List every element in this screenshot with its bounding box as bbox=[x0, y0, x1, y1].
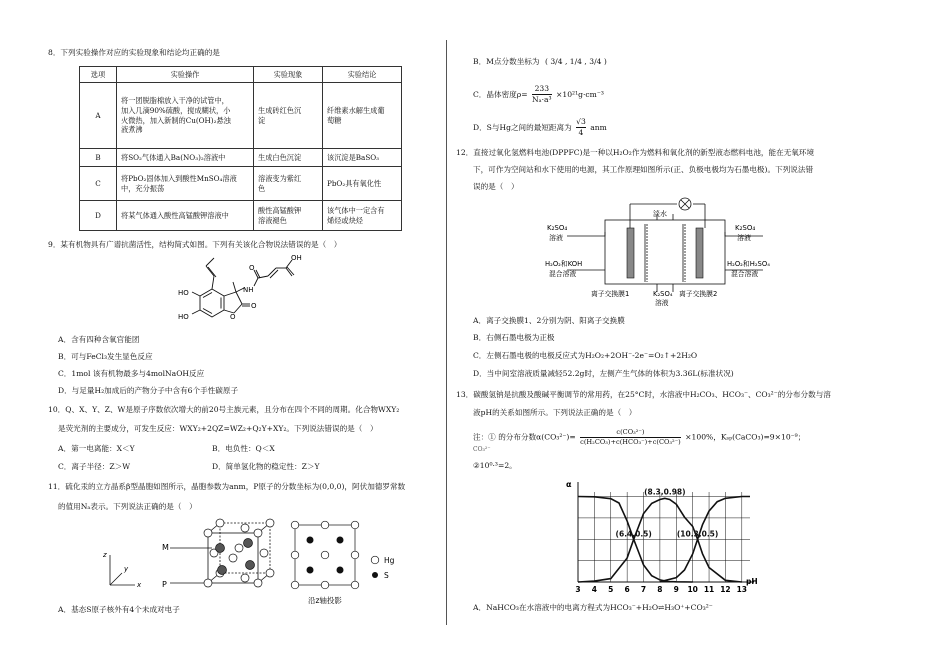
q13-note-1 bbox=[473, 428, 805, 447]
option-b-coords: ( 3/4 , 1/4 , 3/4 ) bbox=[544, 57, 607, 66]
q8-row-c-opt: C bbox=[80, 167, 117, 201]
q9-option-c: C．1mol 该有机物最多与4molNaOH反应 bbox=[58, 369, 205, 378]
x-tick-label: 12 bbox=[720, 585, 731, 594]
option-d-text: D．S与Hg之间的最短距离为 bbox=[473, 122, 572, 132]
q8-row-c-op bbox=[117, 167, 254, 201]
annotation-label: (6.4,0.5) bbox=[615, 529, 652, 539]
q12-option-b: B．右侧石墨电极为正极 bbox=[473, 333, 555, 342]
q12-stem-line1: 12．直接过氧化氢燃料电池(DPPFC)是一种以H₂O₂作为燃料和氧化剂的新型液态燃料电池，能在无氧环境 bbox=[456, 148, 815, 157]
q8-row-a-phen bbox=[254, 83, 323, 149]
axis-y-label: y bbox=[124, 565, 129, 573]
option-b-text: B．M点分数坐标为 bbox=[473, 57, 540, 66]
q8-row-d-op: 将某气体通入酸性高锰酸钾溶液中 bbox=[117, 201, 254, 231]
table-row bbox=[80, 149, 402, 167]
q9-option-b: B．可与FeCl₃发生显色反应 bbox=[58, 352, 153, 361]
q8-row-d-phen bbox=[254, 201, 323, 231]
table-row bbox=[80, 201, 402, 231]
x-tick-label: 7 bbox=[640, 585, 647, 594]
x-tick-label: 8 bbox=[657, 585, 663, 594]
q8-header-operation: 实验操作 bbox=[117, 67, 254, 83]
x-tick-label: 11 bbox=[703, 585, 715, 594]
note-tail: ×100%，Kₛₚ(CaCO₃)=9×10⁻⁹； bbox=[685, 432, 806, 442]
label-k2so4-right: K₂SO₄ bbox=[735, 224, 756, 232]
q8-row-b-phen: 生成白色沉淀 bbox=[254, 149, 323, 167]
x-tick-label: 9 bbox=[673, 585, 679, 594]
q11-option-a: A．基态S原子核外有4个未成对电子 bbox=[58, 605, 180, 614]
label-membrane-1: 离子交换膜1 bbox=[591, 290, 630, 298]
q9-stem: 9．某有机物具有广谱抗菌活性，结构简式如图。下列有关该化合物说法错误的是（ ） bbox=[48, 240, 342, 249]
cell-line: 中，充分振荡 bbox=[121, 183, 165, 193]
q11-label-p: P bbox=[162, 580, 167, 589]
cell-line: 纤维素水解生成葡 bbox=[327, 105, 385, 115]
q8-table bbox=[79, 66, 402, 231]
cell-line: 将PbO₂固体加入到酸性MnSO₄溶液 bbox=[121, 173, 237, 183]
q13-stem-line2: 液pH的关系如图所示。下列说法正确的是（ ） bbox=[473, 408, 637, 417]
q8-header-phenomenon: 实验现象 bbox=[254, 67, 323, 83]
q11-label-projection: 沿z轴投影 bbox=[308, 596, 342, 605]
q8-row-d-opt: D bbox=[80, 201, 117, 231]
cell-line: 溶液褪色 bbox=[258, 215, 287, 225]
option-d-num: √3 bbox=[576, 117, 586, 128]
annotation-label: (8.3,0.98) bbox=[644, 487, 686, 497]
q8-header-option: 选项 bbox=[80, 67, 117, 83]
q8-header-conclusion: 实验结论 bbox=[323, 67, 402, 83]
note-fraction-num: c(CO₃²⁻) bbox=[580, 428, 681, 438]
label-solution-right: 溶液 bbox=[737, 234, 751, 242]
label-membrane-2: 离子交换膜2 bbox=[679, 290, 718, 298]
label-mix-right-2: 混合溶液 bbox=[731, 270, 759, 278]
annotation-label: (10.3,0.5) bbox=[676, 529, 719, 539]
q13-distribution-chart bbox=[560, 478, 760, 596]
q8-row-b-opt: B bbox=[80, 149, 117, 167]
cell-line: 萄糖 bbox=[327, 115, 342, 125]
x-axis-label: pH bbox=[746, 577, 758, 586]
q8-row-d-concl bbox=[323, 201, 402, 231]
x-tick-label: 6 bbox=[624, 585, 630, 594]
cell-line: 该气体中一定含有 bbox=[327, 205, 385, 215]
axis-x-label: x bbox=[137, 581, 142, 589]
option-d-den: 4 bbox=[578, 128, 584, 138]
legend-hg: Hg bbox=[384, 556, 395, 565]
q11-label-m: M bbox=[162, 543, 169, 552]
q12-option-c: C．左侧石墨电极的电极反应式为H₂O₂+2OH⁻-2e⁻=O₂↑+2H₂O bbox=[473, 351, 698, 360]
note-mid: 的分布分数α(CO₃²⁻)= bbox=[498, 432, 576, 442]
q11-option-d bbox=[473, 117, 607, 139]
x-tick-label: 10 bbox=[687, 585, 698, 594]
q9-structure-diagram bbox=[170, 252, 330, 332]
q12-cell-diagram bbox=[545, 196, 785, 308]
q9-label-ring-o: O bbox=[230, 313, 236, 321]
q8-row-b-concl: 该沉淀是BaSO₃ bbox=[323, 149, 402, 167]
column-divider bbox=[446, 40, 447, 625]
q13-stem-line1: 13．碳酸氢钠是抗酸及酸碱平衡调节的常用药，在25°C时，水溶液中H₂CO₃、HCO₃⁻、CO₃²⁻的分布分数与溶 bbox=[456, 390, 831, 399]
q10-option-d: D．简单氢化物的稳定性：Z＞Y bbox=[212, 462, 320, 471]
q10-option-a: A．第一电离能：X＜Y bbox=[58, 444, 135, 453]
y-axis-label: α bbox=[566, 480, 572, 489]
q8-row-c-phen bbox=[254, 167, 323, 201]
note-fraction-den: c(H₂CO₃)+c(HCO₃⁻)+c(CO₃²⁻) bbox=[580, 437, 681, 446]
option-d-tail: anm bbox=[590, 122, 607, 132]
label-water: 淡水 bbox=[653, 210, 667, 218]
option-c-text: C．晶体密度ρ= bbox=[473, 89, 528, 99]
cell-line: 火微热，加入新制的Cu(OH)₂悬浊 bbox=[121, 115, 231, 125]
q8-row-a-opt: A bbox=[80, 83, 117, 149]
cell-line: 酸性高锰酸钾 bbox=[258, 205, 302, 215]
q8-row-c-concl: PbO₂具有氧化性 bbox=[323, 167, 402, 201]
q8-row-b-op: 将SO₂气体通入Ba(NO₃)₂溶液中 bbox=[117, 149, 254, 167]
label-mix-left-2: 混合溶液 bbox=[549, 270, 577, 278]
q10-option-c: C．离子半径：Z＞W bbox=[58, 462, 131, 471]
cell-line: 色 bbox=[258, 183, 266, 193]
label-mix-left-1: H₂O₂和KOH bbox=[545, 260, 583, 268]
q9-label-nh: NH bbox=[243, 286, 254, 294]
q12-stem-line3: 误的是（ ） bbox=[473, 182, 519, 191]
q8-row-a-concl bbox=[323, 83, 402, 149]
cell-line: 将一团脱脂棉放入干净的试管中， bbox=[121, 96, 229, 106]
option-c-den: Nₐ·a³ bbox=[532, 95, 552, 105]
q10-option-b: B．电负性：Q＜X bbox=[212, 444, 275, 453]
label-mix-right-1: H₂O₂和H₂SO₄ bbox=[727, 260, 770, 268]
q11-crystal-figure bbox=[90, 515, 420, 610]
cell-line: 液煮沸 bbox=[121, 125, 143, 135]
axis-z-label: z bbox=[103, 551, 107, 559]
q13-option-a: A．NaHCO₃在水溶液中的电离方程式为HCO₃⁻+H₂O⇌H₃O⁺+CO₃²⁻ bbox=[473, 603, 713, 612]
cell-line: 溶液变为紫红 bbox=[258, 173, 302, 183]
q11-option-b bbox=[473, 57, 607, 67]
q11-stem-line1: 11．硫化汞的立方晶系β型晶胞如图所示，晶胞参数为anm，P原子的分数坐标为(0,0,0)，阿伏加德罗常数 bbox=[48, 482, 406, 491]
q11-option-c bbox=[473, 84, 604, 106]
x-tick-label: 13 bbox=[736, 585, 748, 594]
legend-s: S bbox=[384, 571, 389, 580]
q13-note-sub: CO₃²⁻ bbox=[473, 446, 491, 453]
cell-line: 烯烃或炔烃 bbox=[327, 215, 363, 225]
q10-stem-line1: 10．Q、X、Y、Z、W是原子序数依次增大的前20号主族元素，且分布在四个不同的周期。化合物WXY₂ bbox=[48, 405, 400, 414]
x-tick-label: 3 bbox=[575, 585, 581, 594]
table-row bbox=[80, 83, 402, 149]
label-solution-left: 溶液 bbox=[549, 234, 563, 242]
q10-stem-line2: 是荧光剂的主要成分，可发生反应：WXY₂+2QZ=WZ₂+Q₂Y+XY₂。下列说法错误的是（ ） bbox=[58, 424, 378, 433]
label-k2so4-bottom: K₂SO₄ bbox=[653, 290, 673, 298]
q8-row-a-op bbox=[117, 83, 254, 149]
q12-option-a: A．离子交换膜1、2分别为阴、阳离子交换膜 bbox=[473, 316, 625, 325]
q13-note-2: ②10⁰·³=2。 bbox=[473, 461, 517, 470]
cell-line: 加入几滴90%硫酸，搅成糊状，小 bbox=[121, 105, 231, 115]
cell-line: 生成砖红色沉 bbox=[258, 105, 302, 115]
q9-label-o-amide: O bbox=[249, 264, 255, 272]
q9-option-d: D．与足量H₂加成后的产物分子中含有6个手性碳原子 bbox=[58, 386, 239, 395]
x-tick-label: 4 bbox=[591, 585, 597, 594]
q9-option-a: A．含有四种含氧官能团 bbox=[58, 335, 140, 344]
q12-stem-line2: 下，可作为空间站和水下使用的电源，其工作原理如图所示(正、负极电极均为石墨电极)。下列说法错 bbox=[473, 165, 814, 174]
label-solution-bottom: 溶液 bbox=[655, 299, 669, 307]
q9-label-oh: OH bbox=[291, 254, 302, 262]
q9-label-ho1: HO bbox=[178, 289, 189, 297]
q11-stem-line2: 的值用Nₐ表示。下列说法正确的是（ ） bbox=[58, 502, 197, 511]
option-c-tail: ×10²¹g·cm⁻³ bbox=[556, 89, 604, 99]
q9-label-keto: O bbox=[251, 302, 257, 310]
x-tick-label: 5 bbox=[608, 585, 614, 594]
q12-option-d: D．当中间室溶液质量减轻52.2g时，左侧产生气体的体积为3.36L(标准状况) bbox=[473, 369, 734, 378]
note-head: 注：① bbox=[473, 432, 496, 442]
cell-line: 淀 bbox=[258, 115, 266, 125]
q9-label-ho2: HO bbox=[178, 313, 189, 321]
label-k2so4-left: K₂SO₄ bbox=[547, 224, 568, 232]
q8-stem: 8．下列实验操作对应的实验现象和结论均正确的是 bbox=[48, 48, 220, 57]
table-row bbox=[80, 167, 402, 201]
option-c-num: 233 bbox=[532, 84, 552, 95]
